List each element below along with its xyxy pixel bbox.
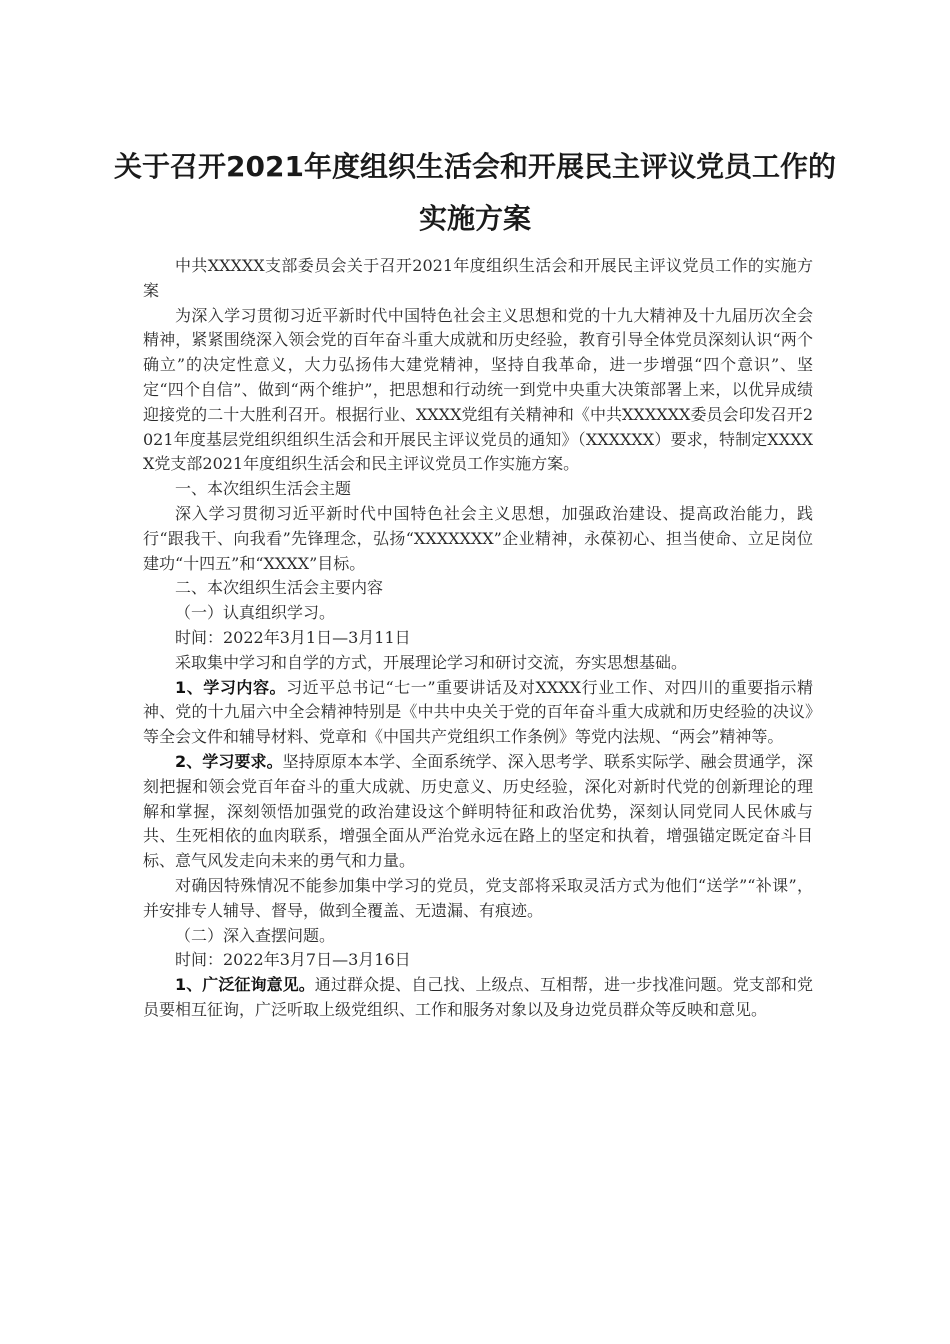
intro-paragraph: 中共XXXXX支部委员会关于召开2021年度组织生活会和开展民主评议党员工作的实施方案 xyxy=(143,256,813,300)
item2-paragraph xyxy=(143,750,813,874)
subsection2-time: 时间：2022年3月7日—3月16日 xyxy=(175,950,411,970)
subsection1-method: 采取集中学习和自学的方式，开展理论学习和研讨交流，夯实思想基础。 xyxy=(175,652,688,672)
item3-paragraph xyxy=(143,973,813,1023)
special-cases-paragraph: 对确因特殊情况不能参加集中学习的党员，党支部将采取灵活方式为他们“送学”“补课”，并安排专人辅导、督导，做到全覆盖、无遗漏、有痕迹。 xyxy=(143,875,813,920)
section2-heading: 二、本次组织生活会主要内容 xyxy=(175,578,384,598)
section1-paragraph: 深入学习贯彻习近平新时代中国特色社会主义思想，加强政治建设、提高政治能力，践行“跟我干、向我看”先锋理念，弘扬“XXXXXXX”企业精神，永葆初心、担当使命、立足岗位建功“十四五”和“XXXX”目标。 xyxy=(143,503,813,573)
item1-text: 习近平总书记“七一”重要讲话及对XXXX行业工作、对四川的重要指示精神、党的十九届六中全会精神特别是《中共中央关于党的百年奋斗重大成就和历史经验的决议》等全会文件和辅导材料、党章和《中国共产党组织工作条例》等党内法规、“两会”精神等。 xyxy=(143,677,813,747)
document-body xyxy=(143,254,813,1023)
item3-text: 通过群众提、自己找、上级点、互相帮，进一步找准问题。党支部和党员要相互征询，广泛听取上级党组织、工作和服务对象以及身边党员群众等反映和意见。 xyxy=(143,975,813,1019)
document-title-line1: 关于召开2021年度组织生活会和开展民主评议党员工作的 xyxy=(114,150,836,183)
item2-text: 坚持原原本本学、全面系统学、深入思考学、联系实际学、融会贯通学，深刻把握和领会党百年奋斗的重大成就、历史意义、历史经验，深化对新时代党的创新理论的理解和掌握，深刻领悟加强党的政治建设这个鲜明特征和政治优势，深刻认同党同人民休戚与共、生死相依的血肉联系，增强全面从严治党永远在路上的坚定和执着，增强锚定既定奋斗目标、意气风发走向未来的勇气和力量。 xyxy=(143,751,813,871)
subsection2-heading: （二）深入查摆问题。 xyxy=(175,925,336,945)
document-title-line2: 实施方案 xyxy=(418,202,531,235)
subsection1-time: 时间：2022年3月1日—3月11日 xyxy=(175,627,411,647)
item2-label: 2、学习要求。 xyxy=(175,751,283,771)
section1-heading: 一、本次组织生活会主题 xyxy=(175,479,352,499)
item1-paragraph xyxy=(143,676,813,750)
item3-label: 1、广泛征询意见。 xyxy=(175,975,315,995)
subsection1-heading: （一）认真组织学习。 xyxy=(175,603,336,623)
purpose-paragraph: 为深入学习贯彻习近平新时代中国特色社会主义思想和党的十九大精神及十九届历次全会精神，紧紧围绕深入领会党的百年奋斗重大成就和历史经验，教育引导全体党员深刻认识“两个确立”的决定性意义，大力弘扬伟大建党精神，坚持自我革命，进一步增强“四个意识”、坚定“四个自信”、做到“两个维护”，把思想和行动统一到党中央重大决策部署上来，以优异成绩迎接党的二十大胜利召开。根据行业、XXXX党组有关精神和《中共XXXXXX委员会印发召开2021年度基层党组织组织生活会和开展民主评议党员的通知》（XXXXXX）要求，特制定XXXXX党支部2021年度组织生活会和民主评议党员工作实施方案。 xyxy=(143,305,813,474)
item1-label: 1、学习内容。 xyxy=(175,677,287,697)
